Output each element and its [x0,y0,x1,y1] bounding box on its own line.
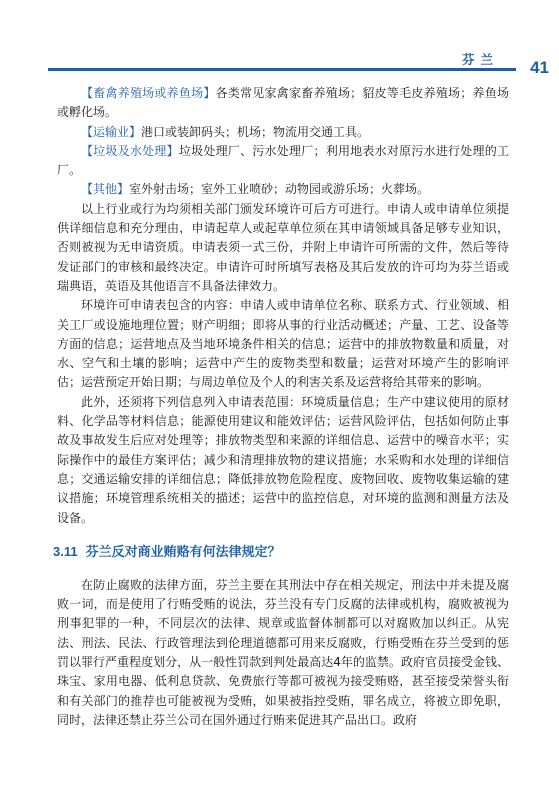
paragraph-permit-requirement [57,200,509,296]
paragraph-text: 垃圾处理厂、污水处理厂；利用地表水对原污水进行处理的工厂。 [57,143,509,178]
paragraph-waste [57,142,509,181]
category-keyword: 【运输业】 [81,124,142,139]
paragraph-text: 室外射击场；室外工业喷砂；动物园或游乐场；火葬场。 [129,182,430,197]
paragraph-text: 此外，还须将下列信息列入申请表范围：环境质量信息；生产中建议使用的原材料、化学品等材料信息；能源使用建议和能效评估；运营风险评估，包括如何防止事故及事故发生后应对处理等；排放物类型和来源的详细信息、运营中的噪音水平；实际操作中的最佳方案评估；减少和清理排放物的建议措施；水采购和水处理的详细信息；交通运输安排的详细信息；降低排放物危险程度、废物回收、废物收集运输的建议措施；环境管理系统相关的描述；运营中的监控信息，对环境的监测和测量方法及设备。 [57,394,509,525]
page-header [48,50,559,76]
section-heading [53,542,509,562]
paragraph-transport [57,123,509,142]
category-keyword: 【畜禽养殖场或养鱼场】 [81,86,216,100]
paragraph-text: 港口或装卸码头；机场；物流用交通工具。 [141,124,370,139]
category-keyword: 【其他】 [81,182,130,197]
paragraph-text: 各类常见家禽家畜养殖场；貂皮等毛皮养殖场；养鱼场或孵化场。 [57,86,509,120]
paragraph-text: 环境许可申请表包含的内容：申请人或申请单位名称、联系方式、行业领域、相关工厂或设施地理位置；财产明细；即将从事的行业活动概述；产量、工艺、设备等方面的信息；运营地点及当地环境条件相关的信息；运营中的排放物数量和质量，对水、空气和土壤的影响；运营中产生的废物类型和数量；运营对环境产生的影响评估；运营预定开始日期；与周边单位及个人的利害关系及运营将给其带来的影响。 [57,298,509,390]
paragraph-other [57,180,509,199]
paragraph-application-contents [57,296,509,392]
running-header-country: 芬兰 [461,52,499,67]
section-number: 3.11 [53,543,78,559]
category-keyword: 【垃圾及水处理】 [81,143,179,158]
section-title: 芬兰反对商业贿赂有何法律规定？ [85,544,281,560]
header-rule [48,68,516,71]
paragraph-additional-info [57,393,509,528]
paragraph-text: 以上行业或行为均须相关部门颁发环境许可后方可进行。申请人或申请单位须提供详细信息和充分理由，申请起草人或起草单位须在其申请领域具备足够专业知识，否则被视为无申请资质。申请表须一式三份，并附上申请许可所需的文件，然后等待发证部门的审核和最终决定。申请许可时所填写表格及其后发放的许可均为芬兰语或瑞典语，英语及其他语言不具备法律效力。 [57,201,509,293]
page-number: 41 [530,58,549,77]
paragraph-anti-bribery [57,576,509,730]
paragraph-text: 在防止腐败的法律方面，芬兰主要在其刑法中存在相关规定，刑法中并未提及腐败一词，而是使用了行贿受贿的说法，芬兰没有专门反腐的法律或机构，腐败被视为刑事犯罪的一种，不同层次的法律、规章或监督体制都可以对腐败加以纠正。从宪法、刑法、民法、行政管理法到伦理道德都可用来反腐败，行贿受贿在芬兰受到的惩罚以罪行严重程度划分，从一般性罚款到判处最高达4年的监禁。政府官员接受金钱、珠宝、家用电器、低利息贷款、免费旅行等都可被视为接受贿赂，甚至接受荣誉头衔和有关部门的推荐也可能被视为受贿，如果被指控受贿，罪名成立，将被立即免职，同时，法律还禁止芬兰公司在国外通过行贿来促进其产品出口。政府 [57,577,509,727]
paragraph-livestock [57,84,509,123]
page-body [53,84,509,730]
